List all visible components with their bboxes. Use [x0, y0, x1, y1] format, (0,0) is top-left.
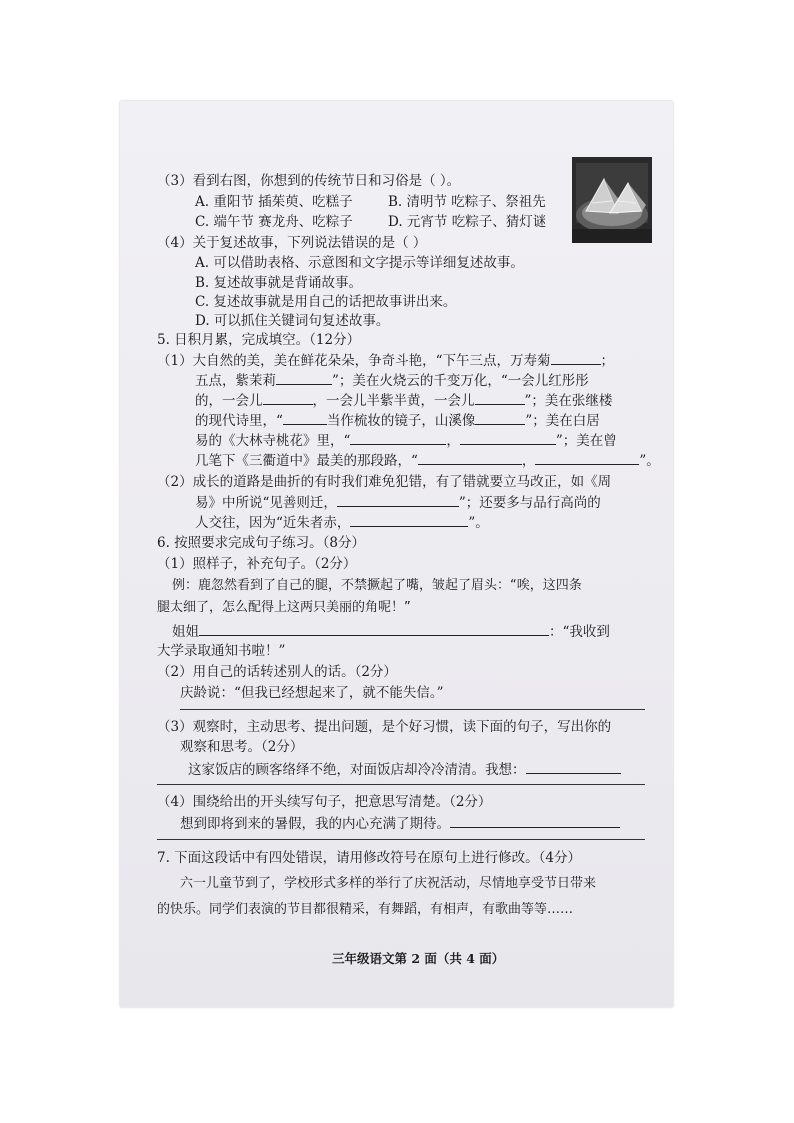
s5-p1-text: ，一会儿半紫半黄，一会儿 — [312, 393, 475, 409]
s5-p2-text: 人交往，因为“近朱者赤， — [195, 515, 351, 531]
s5-p1-line5 — [195, 431, 617, 450]
q4-option-b: B. 复述故事就是背诵故事。 — [195, 275, 363, 291]
s5-p1-text: 的，一会儿 — [195, 393, 263, 409]
s6-p2-text: 庆龄说：“但我已经想起来了，就不能失信。” — [180, 685, 444, 701]
page-footer: 三年级语文第 2 面（共 4 面） — [332, 951, 505, 966]
s5-p1-text: ”；美在火烧云的千变万化，“一会儿红彤彤 — [332, 373, 589, 389]
blank[interactable] — [526, 760, 621, 774]
s5-p1-text: 的现代诗里，“ — [195, 413, 283, 429]
blank[interactable] — [551, 351, 601, 365]
s5-p1-text: 几笔下《三衢道中》最美的那段路，“ — [195, 453, 418, 469]
s5-p1-text: ”；美在白居 — [525, 413, 600, 429]
blank[interactable] — [276, 371, 332, 385]
s6-p4-title: （4）围绕给出的开头续写句子，把意思写清楚。（2分） — [157, 794, 492, 810]
s6-example-line1: 例：鹿忽然看到了自己的腿，不禁撅起了嘴，皱起了眉头：“唉，这四条 — [172, 578, 582, 593]
s5-p1-line2 — [195, 371, 589, 390]
s5-p1-text: 当作梳妆的镜子，山溪像 — [326, 413, 476, 429]
s5-p1-line3 — [195, 391, 612, 410]
s7-passage-line2: 的快乐。同学们表演的节目都很精采，有舞蹈，有相声，有歌曲等等…… — [157, 902, 574, 917]
exam-page — [120, 101, 673, 1007]
blank[interactable] — [460, 431, 556, 445]
s5-p2-text: ”；还要多与品行高尚的 — [458, 495, 601, 511]
s6-p3-line2: 观察和思考。（2分） — [180, 739, 304, 755]
q4-option-c: C. 复述故事就是用自己的话把故事讲出来。 — [195, 294, 457, 310]
s6-example-line2: 腿太细了，怎么配得上这两只美丽的角呢！” — [157, 600, 411, 615]
s5-p2-line3 — [195, 513, 489, 532]
q3-stem: （3）看到右图，你想到的传统节日和习俗是（ ）。 — [157, 173, 461, 189]
zongzi-photo — [572, 157, 652, 243]
q4-option-d: D. 可以抓住关键词句复述故事。 — [195, 313, 390, 329]
blank[interactable] — [350, 431, 446, 445]
s5-p1-line6 — [195, 451, 660, 470]
q4-stem: （4）关于复述故事，下列说法错误的是（ ） — [157, 235, 427, 251]
s5-p2-line2 — [195, 493, 601, 512]
s6-p3-line1: （3）观察时，主动思考、提出问题，是个好习惯，读下面的句子，写出你的 — [157, 719, 612, 735]
s5-p2-line1: （2）成长的道路是曲折的有时我们难免犯错，有了错就要立马改正，如《周 — [157, 474, 612, 490]
section-6-title: 6. 按照要求完成句子练习。（8分） — [157, 535, 366, 551]
blank[interactable] — [283, 411, 327, 425]
s6-p1-fill-line — [172, 622, 610, 641]
s6-p3-text: 这家饭店的顾客络绎不绝，对面饭店却冷冷清清。我想： — [188, 762, 526, 778]
answer-line[interactable] — [180, 709, 645, 710]
q3-option-c: C. 端午节 赛龙舟、吃粽子 — [195, 214, 353, 230]
q3-option-a: A. 重阳节 插茱萸、吃糕子 — [195, 194, 353, 210]
s5-p1-line4 — [195, 411, 600, 430]
s6-fill-text: ：“我收到 — [549, 624, 610, 640]
blank[interactable] — [475, 411, 525, 425]
s5-p1-text: ， — [446, 433, 460, 449]
s5-p1-text: 易的《大林寺桃花》里，“ — [195, 433, 351, 449]
section-5-title: 5. 日积月累，完成填空。（12分） — [157, 332, 361, 348]
s6-p4-text: 想到即将到来的暑假，我的内心充满了期待。 — [180, 816, 450, 832]
blank[interactable] — [263, 391, 313, 405]
s6-p1-title: （1）照样子，补充句子。（2分） — [157, 556, 357, 572]
s5-p1-text: （1）大自然的美，美在鲜花朵朵，争奇斗艳，“下午三点，万寿菊 — [157, 353, 551, 369]
blank[interactable] — [337, 493, 459, 507]
s5-p2-text: 易》中所说“见善则迁， — [195, 495, 337, 511]
s6-p3-line3 — [188, 760, 621, 779]
s5-p1-text: ”；美在曾 — [555, 433, 617, 449]
q3-option-b: B. 清明节 吃粽子、祭祖先 — [388, 194, 546, 210]
blank[interactable] — [450, 814, 620, 828]
s5-p1-text: ”。 — [639, 453, 660, 469]
s5-p1-text: ”；美在张继楼 — [524, 393, 613, 409]
s6-p2-title: （2）用自己的话转述别人的话。（2分） — [157, 664, 397, 680]
section-7-title: 7. 下面这段话中有四处错误，请用修改符号在原句上进行修改。（4分） — [157, 850, 582, 866]
answer-line[interactable] — [157, 784, 645, 785]
blank[interactable] — [199, 622, 549, 636]
s7-passage-line1: 六一儿童节到了，学校形式多样的举行了庆祝活动，尽情地享受节日带来 — [180, 876, 597, 891]
s6-p1-fill-end: 大学录取通知书啦！” — [157, 643, 286, 659]
blank[interactable] — [475, 391, 525, 405]
s6-p4-line — [180, 814, 620, 833]
q4-option-a: A. 可以借助表格、示意图和文字提示等详细复述故事。 — [195, 255, 524, 271]
s6-fill-text: 姐姐 — [172, 624, 199, 640]
blank[interactable] — [418, 451, 522, 465]
s5-p2-text: ”。 — [468, 515, 489, 531]
blank[interactable] — [535, 451, 639, 465]
q3-option-d: D. 元宵节 吃粽子、猜灯谜 — [388, 214, 547, 230]
answer-line[interactable] — [157, 839, 645, 840]
s5-p1-text: ， — [521, 453, 536, 469]
s5-p1-line1 — [157, 351, 614, 370]
s5-p1-text: ； — [600, 353, 614, 369]
blank[interactable] — [350, 513, 468, 527]
s5-p1-text: 五点，紫茉莉 — [195, 373, 276, 389]
